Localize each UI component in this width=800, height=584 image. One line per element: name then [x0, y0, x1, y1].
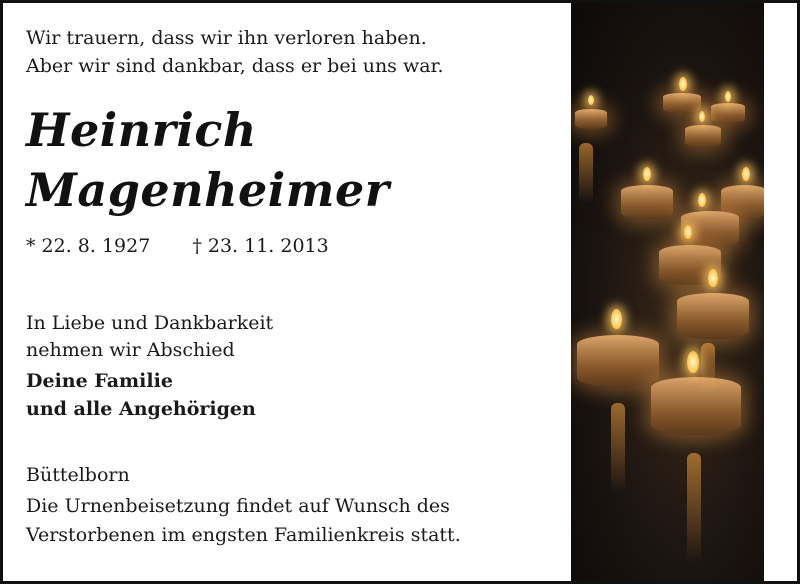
candle	[651, 377, 741, 435]
flame	[708, 269, 718, 287]
quote	[26, 24, 444, 80]
flame	[699, 111, 705, 122]
candle	[577, 335, 659, 387]
first-name: Heinrich	[26, 103, 257, 157]
burial-notice	[26, 492, 461, 550]
candle	[677, 293, 749, 339]
candle	[711, 103, 745, 123]
candle	[621, 185, 673, 219]
flame	[742, 167, 750, 181]
mourners-line-1: Deine Familie	[26, 370, 173, 392]
flame	[679, 77, 687, 91]
place: Büttelborn	[26, 464, 130, 486]
notice-line-1: Die Urnenbeisetzung findet auf Wunsch des	[26, 495, 450, 517]
last-name: Magenheimer	[26, 163, 390, 217]
mourners-line-2: und alle Angehörigen	[26, 398, 256, 420]
right-margin	[764, 3, 797, 581]
flame	[588, 95, 594, 105]
deceased-name	[26, 100, 389, 220]
quote-line-1: Wir trauern, dass wir ihn verloren haben.	[26, 27, 427, 49]
farewell-line-2: nehmen wir Abschied	[26, 339, 235, 361]
reflection	[611, 403, 625, 493]
reflection	[701, 343, 715, 393]
life-dates	[26, 232, 329, 260]
flame	[643, 167, 651, 181]
flame	[687, 351, 699, 373]
candle	[663, 93, 701, 113]
reflection	[579, 143, 593, 203]
notice-line-2: Verstorbenen im engsten Familienkreis statt.	[26, 524, 461, 546]
candles-photo	[571, 3, 764, 581]
reflection	[687, 453, 701, 563]
birth-date: * 22. 8. 1927	[26, 235, 151, 257]
candle	[685, 125, 721, 147]
flame	[725, 91, 731, 102]
mourners	[26, 367, 256, 423]
quote-line-2: Aber wir sind dankbar, dass er bei uns war.	[26, 55, 444, 77]
flame	[611, 309, 622, 329]
flame	[698, 193, 706, 207]
candle	[575, 109, 607, 129]
death-date: † 23. 11. 2013	[192, 235, 329, 257]
flame	[684, 225, 692, 239]
farewell-line-1: In Liebe und Dankbarkeit	[26, 312, 274, 334]
farewell-text	[26, 310, 273, 364]
